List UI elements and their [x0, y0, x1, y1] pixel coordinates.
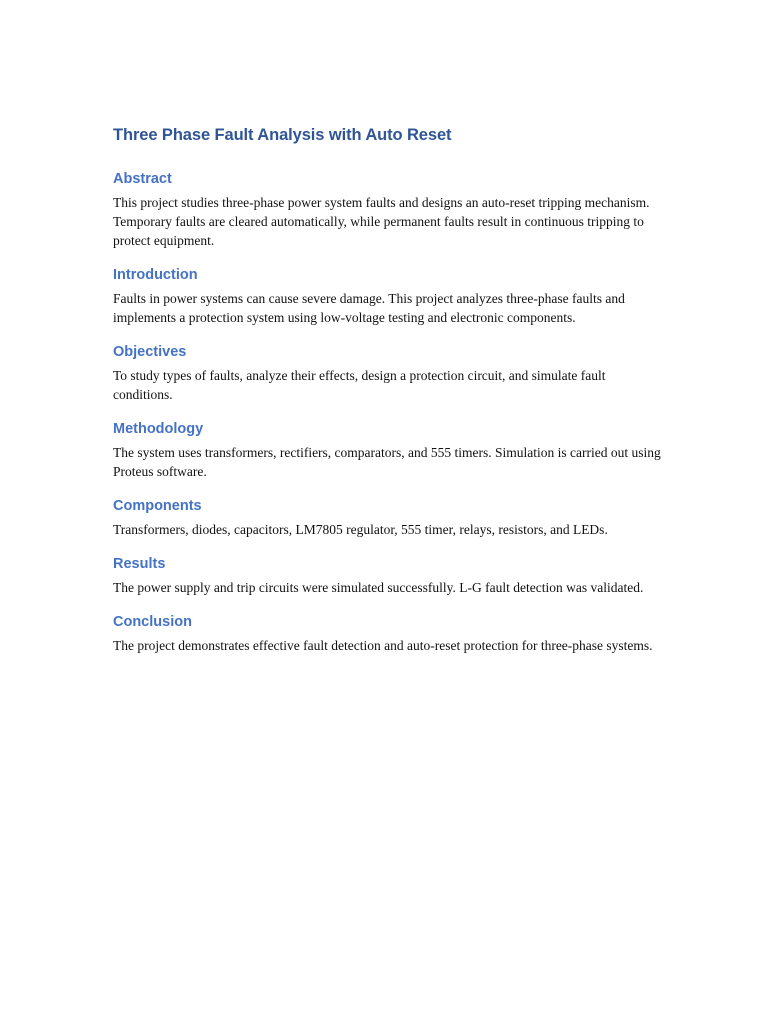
section-results — [113, 553, 661, 597]
section-heading-abstract: Abstract — [113, 171, 172, 187]
section-components — [113, 495, 661, 539]
document-title: Three Phase Fault Analysis with Auto Reset — [113, 126, 452, 144]
section-heading-components: Components — [113, 498, 202, 514]
section-heading-objectives: Objectives — [113, 344, 187, 360]
section-abstract — [113, 168, 661, 250]
section-heading-methodology: Methodology — [113, 421, 204, 437]
document-content — [113, 122, 661, 669]
section-introduction — [113, 264, 661, 327]
section-objectives — [113, 341, 661, 404]
section-heading-results: Results — [113, 556, 166, 572]
section-heading-introduction: Introduction — [113, 267, 198, 283]
section-body-results: The power supply and trip circuits were simulated successfully. L-G fault detection was validated. — [113, 580, 644, 595]
section-methodology — [113, 418, 661, 481]
section-body-introduction: Faults in power systems can cause severe damage. This project analyzes three-phase faults and implements a protection system using low-voltage testing and electronic components. — [113, 291, 625, 325]
section-body-components: Transformers, diodes, capacitors, LM7805 regulator, 555 timer, relays, resistors, and LEDs. — [113, 522, 608, 537]
section-heading-conclusion: Conclusion — [113, 614, 192, 630]
section-body-objectives: To study types of faults, analyze their effects, design a protection circuit, and simulate fault conditions. — [113, 368, 606, 402]
section-body-methodology: The system uses transformers, rectifiers, comparators, and 555 timers. Simulation is carried out using Proteus software. — [113, 445, 661, 479]
section-body-abstract: This project studies three-phase power system faults and designs an auto-reset tripping mechanism. Temporary faults are cleared automatically, while permanent faults result in continuous tripping to protect equipment. — [113, 195, 650, 248]
section-conclusion — [113, 611, 661, 655]
section-body-conclusion: The project demonstrates effective fault detection and auto-reset protection for three-phase systems. — [113, 638, 653, 653]
